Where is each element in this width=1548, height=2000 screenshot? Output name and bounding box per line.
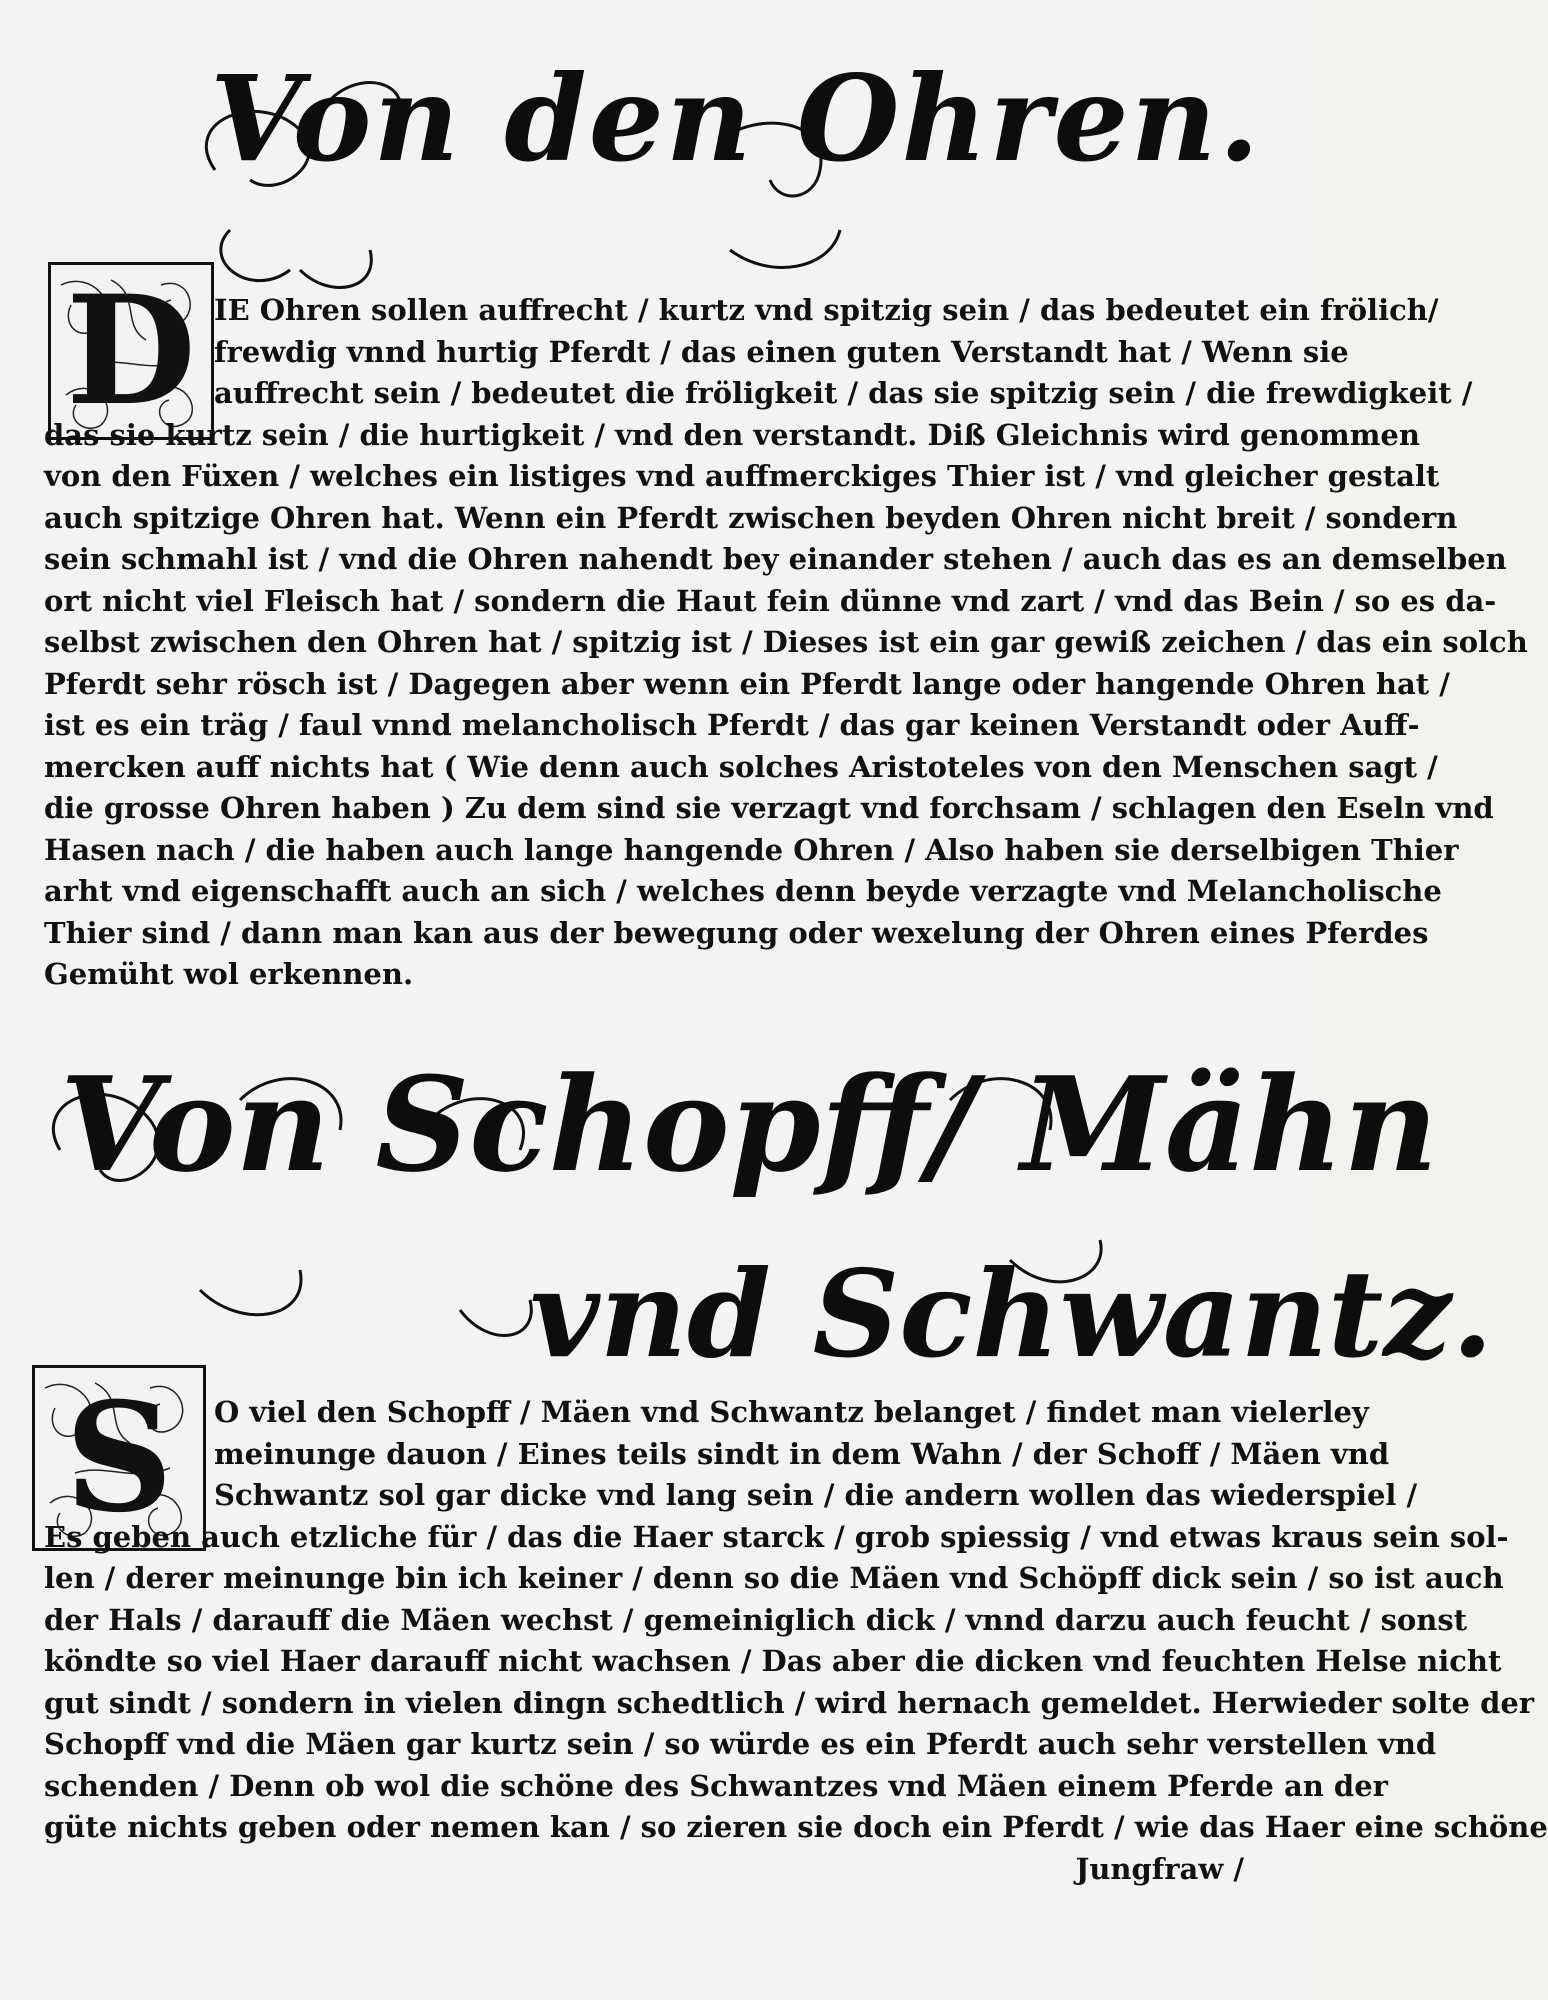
text-line: meinunge dauon / Eines teils sindt in dem Wahn / der Schoff / Mäen vnd	[214, 1436, 1390, 1471]
text-line: IE Ohren sollen auffrecht / kurtz vnd spitzig sein / das bedeutet ein frölich/	[214, 293, 1439, 327]
text-line: selbst zwischen den Ohren hat / spitzig ist / Dieses ist ein gar gewiß zeichen / das ein solch	[44, 625, 1528, 659]
text-line: Es geben auch etzliche für / das die Haer starck / grob spiessig / vnd etwas kraus sein sol-	[44, 1519, 1509, 1554]
text-line: Schwantz sol gar dicke vnd lang sein / die andern wollen das wiederspiel /	[214, 1478, 1418, 1512]
text-line: Thier sind / dann man kan aus der bewegung oder wexelung der Ohren eines Pferdes	[44, 915, 1429, 950]
text-line: die grosse Ohren haben ) Zu dem sind sie verzagt vnd forchsam / schlagen den Eseln vnd	[44, 791, 1494, 825]
text-line: köndte so viel Haer darauff nicht wachsen / Das aber die dicken vnd feuchten Helse nicht	[44, 1644, 1502, 1678]
text-line: arht vnd eigenschafft auch an sich / welches denn beyde verzagte vnd Melancholische	[44, 874, 1442, 908]
initial-letter: D	[65, 263, 197, 439]
text-line: auffrecht sein / bedeutet die frӧligkeit / das sie spitzig sein / die frewdigkeit /	[214, 376, 1473, 410]
text-line: Pferdt sehr rösch ist / Dagegen aber wenn ein Pferdt lange oder hangende Ohren hat /	[44, 666, 1450, 701]
text-line: das sie kurtz sein / die hurtigkeit / vnd den verstandt. Diß Gleichnis wird genommen	[44, 417, 1420, 452]
text-line: von den Füxen / welches ein listiges vnd auffmerckiges Thier ist / vnd gleicher gestalt	[44, 459, 1440, 493]
text-line: der Hals / darauff die Mäen wechst / gemeiniglich dick / vnnd darzu auch feucht / sonst	[44, 1602, 1468, 1637]
paragraph-ears	[44, 290, 1528, 996]
section-title-tail: vnd Schwantz.	[530, 1244, 1494, 1385]
text-line: auch spitzige Ohren hat. Wenn ein Pferdt zwischen beyden Ohren nicht breit / sondern	[44, 500, 1458, 535]
text-line: Hasen nach / die haben auch lange hangende Ohren / Also haben sie derselbigen Thier	[44, 832, 1459, 867]
initial-letter: S	[64, 1370, 174, 1546]
text-line: mercken auff nichts hat ( Wie denn auch solches Aristoteles von den Menschen sagt /	[44, 749, 1438, 784]
text-line: len / derer meinunge bin ich keiner / denn so die Mäen vnd Schöpff dick sein / so ist auch	[44, 1561, 1504, 1595]
text-line: schenden / Denn ob wol die schöne des Schwantzes vnd Mäen einem Pferde an der	[44, 1768, 1388, 1803]
text-line: Gemüht wol erkennen.	[44, 957, 414, 991]
text-line: güte nichts geben oder nemen kan / so zieren sie doch ein Pferdt / wie das Haer eine schöne	[44, 1810, 1548, 1844]
text-line: frewdig vnnd hurtig Pferdt / das einen guten Verstandt hat / Wenn sie	[214, 334, 1349, 369]
text-line: O viel den Schopff / Mäen vnd Schwantz belanget / findet man vielerley	[214, 1395, 1369, 1429]
text-line: ist es ein träg / faul vnnd melancholisch Pferdt / das gar keinen Verstandt oder Auff-	[44, 708, 1420, 742]
paragraph-mane-tail	[44, 1392, 1548, 1890]
catchword: Jungfraw /	[1075, 1851, 1244, 1886]
section-title-mane: Von Schopff/ Mähn	[60, 1048, 1439, 1201]
text-line: sein schmahl ist / vnd die Ohren nahendt bey einander stehen / auch das es an demselben	[44, 542, 1507, 576]
text-line: gut sindt / sondern in vielen dingn schedtlich / wird hernach gemeldet. Herwieder solte der	[44, 1685, 1535, 1720]
text-line: Schopff vnd die Mäen gar kurtz sein / so würde es ein Pferdt auch sehr verstellen vnd	[44, 1727, 1437, 1761]
text-line: ort nicht viel Fleisch hat / sondern die Haut fein dünne vnd zart / vnd das Bein / so es da-	[44, 583, 1497, 618]
section-title-ears: Von den Ohren.	[210, 49, 1262, 188]
